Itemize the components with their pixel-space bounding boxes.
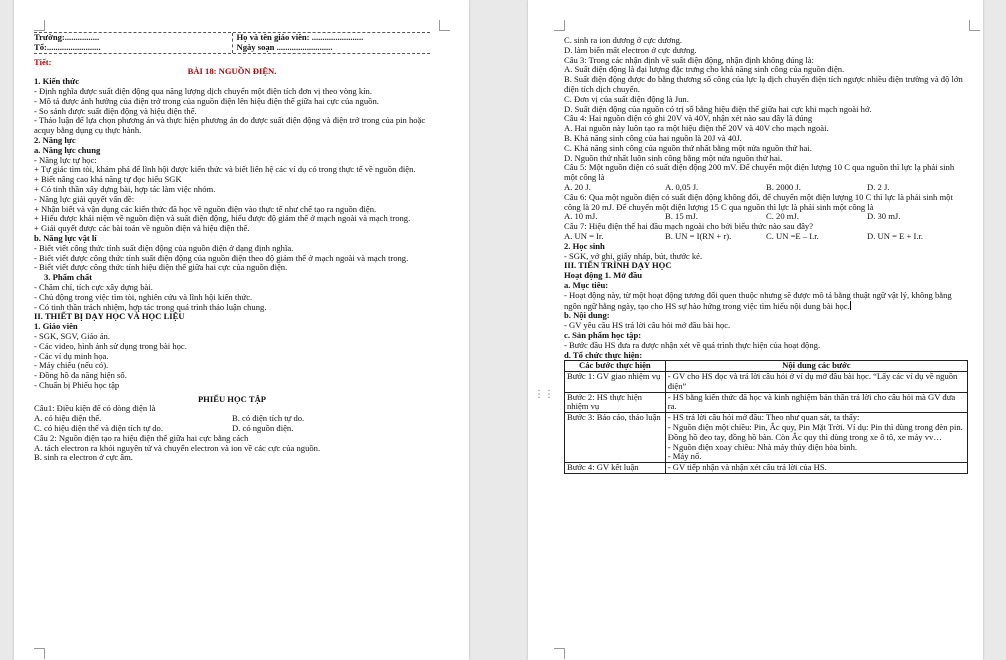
step-cell: Bước 3: Báo cáo, thảo luận (565, 413, 666, 463)
option: A. tách electron ra khỏi nguyên tử và chuyển electron và ion về các cực của nguồn. (34, 442, 321, 453)
option: C. sinh ra ion dương ở cực dương. (564, 35, 683, 45)
option: D. UN = E + I.r. (867, 230, 923, 241)
section-heading: II. THIẾT BỊ DẠY HỌC VÀ HỌC LIỆU (34, 311, 185, 322)
content-text: - GV yêu cầu HS trả lời câu hỏi mở đầu bài học. (564, 320, 731, 331)
body-line: - Chăm chỉ, tích cực xây dựng bài. (34, 281, 153, 292)
option: A. Suất điện động là đại lượng đặc trưng cho khả năng sinh công của nguồn điện. (564, 64, 845, 75)
section-3-heading: III. TIẾN TRÌNH DẠY HỌC (564, 260, 672, 271)
option: D. Suất điện động của nguồn có trị số bằng hiệu điện thế giữa hai cực khi mạch ngoài hở. (564, 103, 872, 114)
step-content-cell: - GV tiếp nhận và nhận xét câu trả lời của HS. (665, 463, 967, 474)
steps-table (564, 360, 968, 474)
student-heading: 2. Học sinh (564, 240, 605, 251)
body-line: - So sánh được suất điện động và hiệu điện thế. (34, 105, 197, 116)
option: A. có hiệu điện thế. (34, 413, 102, 424)
page-content[interactable] (34, 32, 430, 463)
body-line: - Các ví dụ minh họa. (34, 350, 109, 361)
body-line: + Giải quyết được các bài toán về nguồn điện và hiệu điện thế. (34, 223, 250, 234)
document-page-left (14, 0, 469, 660)
table-row (565, 463, 968, 474)
option: C. UN =E – I.r. (766, 230, 819, 241)
text-cursor (850, 301, 851, 310)
crop-mark (554, 20, 565, 31)
option: B. 15 mJ. (665, 211, 698, 222)
section-heading: 3. Phẩm chất (44, 272, 92, 283)
body-line: - SGK, SGV, Giáo án. (34, 330, 110, 341)
section-heading: b. Năng lực vật lí (34, 232, 97, 243)
option: C. Khả năng sinh công của nguồn thứ nhất bằng một nửa nguồn thứ hai. (564, 142, 812, 153)
option: B. UN = I(RN + r). (665, 230, 732, 241)
step-content-cell: - GV cho HS đọc và trả lời câu hỏi ở ví dụ mở đầu bài học. “Lấy các ví dụ về nguồn điện” (665, 372, 967, 393)
option: C. 20 mJ. (766, 211, 799, 222)
option: A. Hai nguồn này luôn tạo ra một hiệu điện thế 20V và 40V cho mạch ngoài. (564, 123, 829, 134)
column-header: Các bước thực hiện (565, 361, 666, 372)
content-heading: b. Nội dung: (564, 310, 610, 321)
date-field: Ngày soạn .......................... (236, 41, 333, 52)
body-line: - Biết viết được công thức tính suất điện động của nguồn điện theo độ giảm thế ở mạch ngoài và mạch trong. (34, 252, 409, 263)
question-7-options (564, 232, 968, 242)
option: B. Khả năng sinh công của hai nguồn là 20J và 40J. (564, 132, 742, 143)
aim-text[interactable]: - Hoạt động này, từ một hoạt động tương đối quen thuộc nhưng sẽ được mô tả bằng thuật ngữ vật lý, không bằng ngôn ngữ hằng ngày, tạo cho HS sự hào hứng trong việc tìm hiểu nội dung bài học. (564, 289, 952, 311)
lesson-title: BÀI 18: NGUỒN ĐIỆN. (187, 66, 277, 77)
body-line: - Thảo luận để lựa chọn phương án và thực hiện phương án đo được suất điện động và điện trở trong của pin hoặc acquy bằng dụng cụ thực hành. (34, 115, 426, 136)
crop-mark (554, 648, 565, 659)
product-heading: c. Sản phẩm học tập: (564, 329, 642, 340)
team-field: Tổ:......................... (34, 41, 101, 52)
crop-mark (969, 20, 980, 31)
student-materials: - SGK, vở ghi, giấy nháp, bút, thước kẻ. (564, 250, 703, 261)
body-line: - Chủ động trong việc tìm tòi, nghiên cứu và lĩnh hội kiến thức. (34, 291, 253, 302)
step-content-cell: - HS trả lời câu hỏi mở đầu: Theo như quan sát, ta thấy: - Nguồn điện một chiều: Pin, Ắc quy, Pin Mặt Trời. Ví dụ: Pin thì dùng trong đèn pin. Đồng hồ đeo tay, đồng hồ bàn. Còn Ắc quy thì dùng trong xe ô tô, xe máy vv… - Nguồn điện xoay chiều: Nhà máy thủy điện hòa bình. - Máy nổ. (665, 413, 967, 463)
body-line: - Biết viết công thức tính suất điện động của nguồn điện ở dạng định nghĩa. (34, 242, 294, 253)
body-line: - Đồng hồ đa năng hiện số. (34, 370, 127, 381)
objectives-section (34, 77, 430, 391)
question-1: Câu1: Điều kiện để có dòng điện là (34, 403, 156, 414)
table-row (565, 392, 968, 413)
column-header: Nội dung các bước (665, 361, 967, 372)
step-cell: Bước 4: GV kết luận (565, 463, 666, 474)
step-cell: Bước 2: HS thực hiện nhiệm vụ (565, 392, 666, 413)
table-row (565, 413, 968, 463)
option: B. có điện tích tự do. (232, 413, 305, 424)
section-heading: 1. Kiến thức (34, 76, 80, 87)
step-content-cell: - HS bằng kiến thức đã học và kinh nghiệm bản thân trả lời cho câu hỏi mà GV đưa ra. (665, 392, 967, 413)
header-table (34, 32, 430, 54)
drag-handle-icon[interactable]: ⋮⋮ (534, 389, 554, 400)
body-line: + Hiểu được khái niệm về nguồn điện và suất điện động, hiểu được độ giảm thế ở mạch ngoài và mạch trong. (34, 213, 411, 224)
aim-heading: a. Mục tiêu: (564, 279, 609, 290)
body-line: - Biết viết được công thức tính hiệu điện thế giữa hai cực của nguồn điện. (34, 262, 288, 273)
table-row (565, 372, 968, 393)
step-cell: Bước 1: GV giao nhiệm vụ (565, 372, 666, 393)
section-heading: 1. Giáo viên (34, 321, 78, 332)
question-2: Câu 2: Nguồn điện tạo ra hiệu điện thế giữa hai cực bằng cách (34, 432, 249, 443)
section-heading: a. Năng lực chung (34, 144, 101, 155)
crop-mark (439, 20, 450, 31)
option: D. làm biến mất electron ở cực dương. (564, 44, 697, 55)
crop-mark (34, 648, 45, 659)
option: C. có hiệu điện thế và điện tích tự do. (34, 423, 163, 434)
organization-heading: d. Tổ chức thực hiện: (564, 349, 643, 360)
option: B. 2000 J. (766, 181, 801, 192)
crop-mark (34, 20, 45, 31)
question-6: Câu 6: Qua một nguồn điện có suất điện động không đổi, để chuyển một điện lượng 10 C thì lực là phải sinh một công là 20 mJ. Để chuyển một điện lượng 15 C qua nguồn thì lực là phải sinh một công là (564, 191, 953, 212)
option: A. UN = Ir. (564, 230, 604, 241)
body-line: - Mô tả được ảnh hưởng của điện trở trong của nguồn điện lên hiệu điện thế giữa hai cực của nguồn. (34, 95, 379, 106)
option: D. 2 J. (867, 181, 890, 192)
option: A. 20 J. (564, 181, 591, 192)
product-text: - Bước đầu HS đưa ra được nhận xét về quá trình thực hiện của hoạt động. (564, 339, 821, 350)
page-content[interactable] (564, 36, 968, 474)
body-line: - Năng lực tự học: (34, 154, 97, 165)
option: B. Suất điện động được đo bằng thương số công của lực lạ dịch chuyển điện tích ngược nhiều điện trường và độ lớn điện tích dịch chuyển. (564, 74, 963, 94)
question-7: Câu 7: Hiệu điện thế hai đầu mạch ngoài cho bởi biểu thức nào sau đây? (564, 221, 814, 232)
body-line: + Nhận biết và vận dụng các kiến thức đã học về nguồn điện vào thực tế như chế tạo ra nguồn điện. (34, 203, 377, 214)
body-line: + Biết nâng cao khả năng tự đọc hiểu SGK (34, 174, 182, 185)
school-field: Trường:................ (34, 32, 100, 42)
body-line: - Định nghĩa được suất điện động qua năng lượng dịch chuyển một điện tích đơn vị theo vòng kín. (34, 85, 372, 96)
body-line: - Năng lực giải quyết vấn đề: (34, 193, 135, 204)
question-3: Câu 3: Trong các nhận định về suất điện động, nhận định không đúng là: (564, 54, 814, 65)
body-line: - Các video, hình ảnh sử dụng trong bài học. (34, 340, 187, 351)
body-line: + Có tinh thần xây dựng bài, hợp tác làm việc nhóm. (34, 183, 216, 194)
section-heading: 2. Năng lực (34, 134, 76, 145)
option: B. sinh ra electron ở cực âm. (34, 452, 133, 463)
lesson-period: Tiết: (34, 56, 52, 67)
question-4: Câu 4: Hai nguồn điện có ghi 20V và 40V, nhận xét nào sau đây là đúng (564, 113, 813, 124)
document-page-right (528, 0, 983, 660)
teacher-field: Họ và tên giáo viên: ........................ (236, 32, 364, 42)
body-line: - Có tinh thần trách nhiệm, hợp tác trong quá trình thảo luận chung. (34, 301, 267, 312)
worksheet-title: PHIẾU HỌC TẬP (197, 393, 267, 404)
body-line: - Chuẩn bị Phiếu học tập (34, 379, 120, 390)
option: D. có nguồn điện. (232, 423, 294, 434)
body-line: + Tự giác tìm tòi, khám phá để lĩnh hội được kiến thức và biết liên hệ các ví dụ có trong thực tế về nguồn điện. (34, 164, 416, 175)
body-line: - Máy chiếu (nếu có). (34, 360, 109, 371)
option: C. Đơn vị của suất điện động là Jun. (564, 93, 689, 104)
activity-1-heading: Hoạt động 1. Mở đầu (564, 270, 643, 281)
option: A. 0,05 J. (665, 181, 699, 192)
option: D. Nguồn thứ nhất luôn sinh công bằng một nửa nguồn thứ hai. (564, 152, 783, 163)
option: D. 30 mJ. (867, 211, 901, 222)
question-5: Câu 5: Một nguồn điện có suất điện động 200 mV. Để chuyển một điện lượng 10 C qua nguồn thì lực lạ phải sinh một công là (564, 162, 955, 183)
question-1-options (34, 414, 430, 434)
option: A. 10 mJ. (564, 211, 598, 222)
table-header-row (565, 361, 968, 372)
